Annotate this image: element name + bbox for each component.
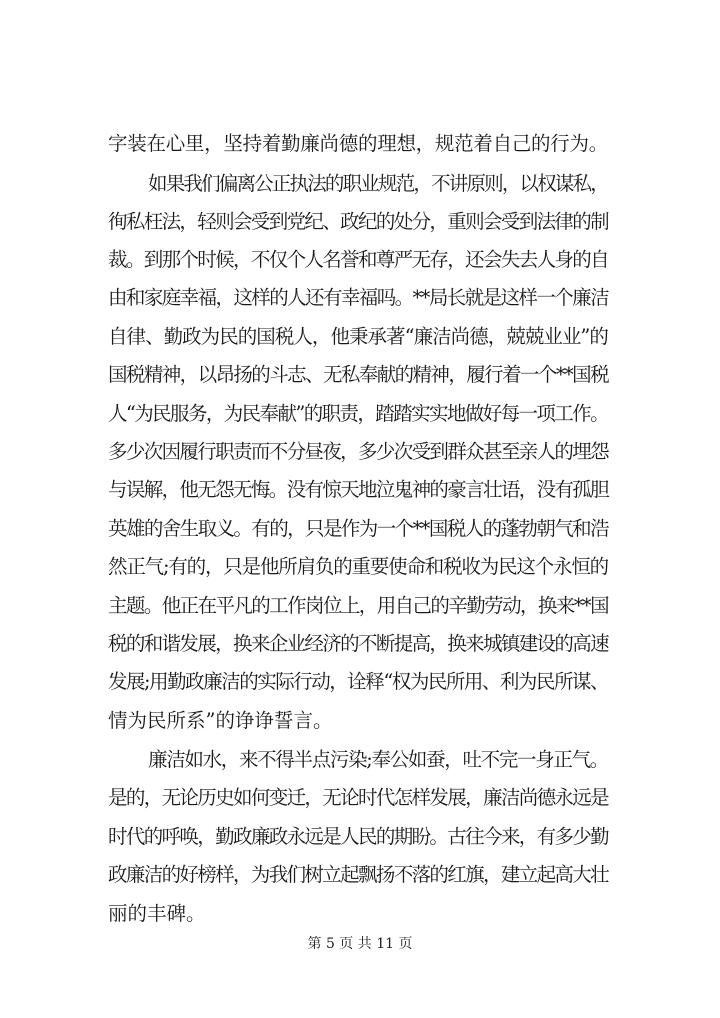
text-line [0, 820, 720, 854]
text-line [0, 205, 720, 239]
text-line [0, 358, 720, 392]
line-text: 自律、勤政为民的国税人，他秉承著“廉洁尚德，兢兢业业”的 [108, 325, 608, 348]
line-text: 与误解，他无怨无悔。没有惊天地泣鬼神的豪言壮语，没有孤胆 [108, 478, 608, 501]
page-footer: 第 5 页 共 11 页 [307, 936, 413, 952]
line-text: 然正气;有的，只是他所肩负的重要使命和税收为民这个永恒的 [108, 555, 609, 578]
text-line [0, 589, 720, 623]
text-line [0, 473, 720, 507]
line-text: 字装在心里，坚持着勤廉尚德的理想，规范着自己的行为。 [108, 132, 608, 155]
line-text: 多少次因履行职责而不分昼夜，多少次受到群众甚至亲人的埋怨 [108, 440, 608, 463]
text-line [0, 550, 720, 584]
line-text: 发展;用勤政廉洁的实际行动，诠释“权为民所用、利为民所谋、 [108, 670, 609, 693]
line-text: 如果我们偏离公正执法的职业规范，不讲原则，以权谋私， [148, 172, 608, 195]
line-text: 英雄的舍生取义。有的，只是作为一个**国税人的蓬勃朝气和浩 [108, 517, 608, 540]
line-text: 由和家庭幸福，这样的人还有幸福吗。**局长就是这样一个廉洁 [108, 286, 608, 309]
text-line [0, 127, 720, 161]
line-text: 税的和谐发展，换来企业经济的不断提高，换来城镇建设的高速 [108, 632, 608, 655]
line-text: 廉洁如水，来不得半点污染;奉公如蚕，吐不完一身正气。 [148, 748, 608, 771]
line-text: 是的，无论历史如何变迁，无论时代怎样发展，廉洁尚德永远是 [108, 786, 608, 809]
text-line [0, 781, 720, 815]
text-line [0, 627, 720, 661]
line-text: 情为民所系”的诤诤誓言。 [108, 709, 333, 732]
text-line [0, 743, 720, 777]
line-text: 主题。他正在平凡的工作岗位上，用自己的辛勤劳动，换来**国 [108, 594, 608, 617]
text-line [0, 512, 720, 546]
text-line [0, 665, 720, 699]
text-line [0, 281, 720, 315]
line-text: 丽的丰碑。 [108, 902, 206, 925]
line-text: 人“为民服务，为民奉献”的职责，踏踏实实地做好每一项工作。 [108, 402, 608, 425]
text-line [0, 167, 720, 201]
line-text: 时代的呼唤，勤政廉政永远是人民的期盼。古往今来，有多少勤 [108, 825, 608, 848]
text-line [0, 435, 720, 469]
text-line [0, 397, 720, 431]
line-text: 国税精神，以昂扬的斗志、无私奉献的精神，履行着一个**国税 [108, 363, 608, 386]
text-line [0, 704, 720, 738]
line-text: 徇私枉法，轻则会受到党纪、政纪的处分，重则会受到法律的制 [108, 210, 608, 233]
text-line [0, 897, 720, 931]
line-text: 政廉洁的好榜样，为我们树立起飘扬不落的红旗，建立起高大壮 [108, 863, 608, 886]
text-line [0, 858, 720, 892]
text-line [0, 243, 720, 277]
line-text: 裁。到那个时候，不仅个人名誉和尊严无存，还会失去人身的自 [108, 248, 608, 271]
text-line [0, 320, 720, 354]
